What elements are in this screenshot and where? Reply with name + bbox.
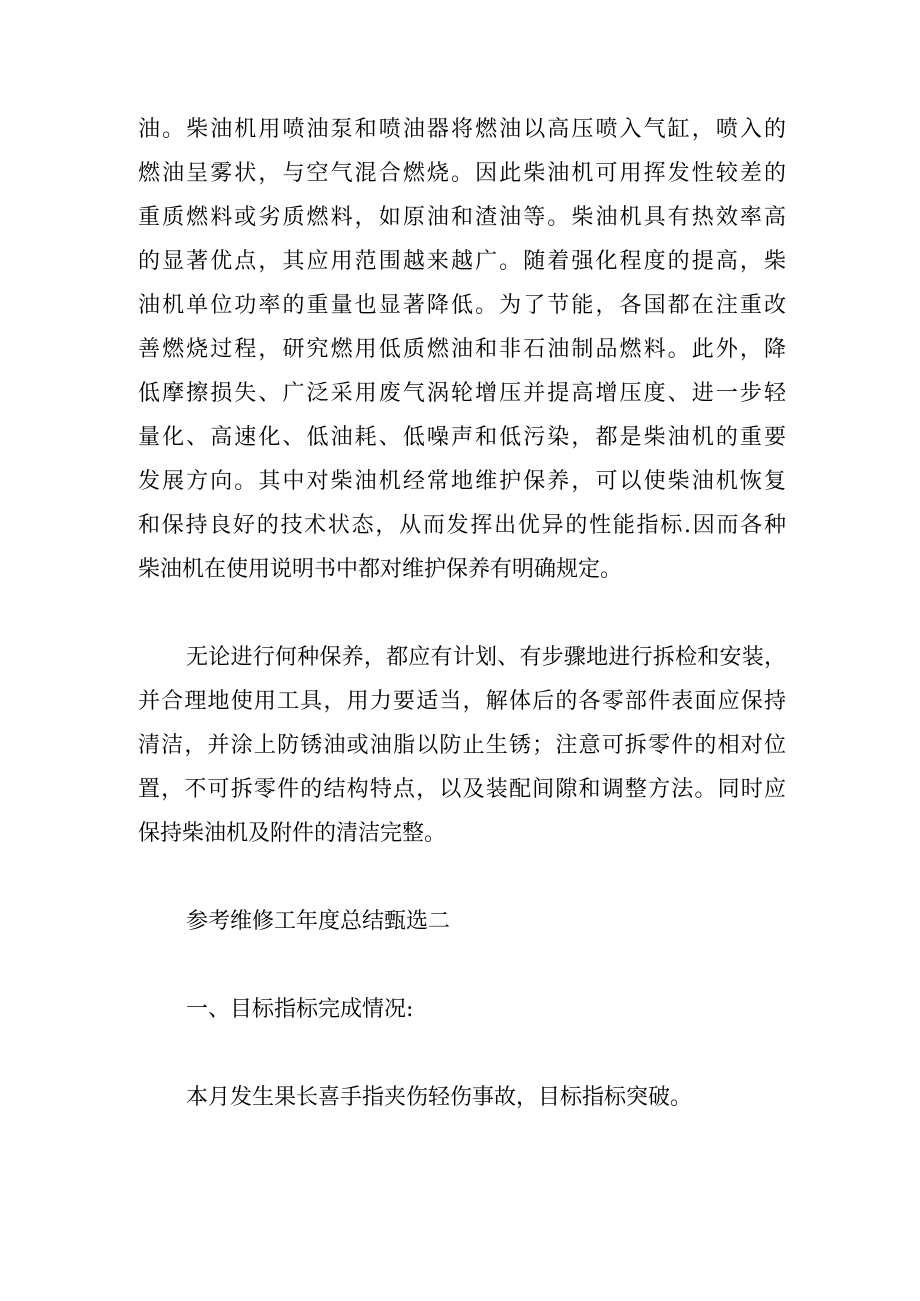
paragraph-gap: [138, 1032, 786, 1076]
paragraph-gap: [138, 856, 786, 900]
paragraph-line: 发展方向。其中对柴油机经常地维护保养，可以使柴油机恢复: [138, 469, 786, 494]
paragraph-line: 油。柴油机用喷油泵和喷油器将燃油以高压喷入气缸，喷入的: [138, 117, 786, 142]
document-heading: 参考维修工年度总结甄选二: [186, 909, 451, 934]
document-body: [138, 108, 786, 1120]
paragraph-line: 低摩擦损失、广泛采用废气涡轮增压并提高增压度、进一步轻: [138, 381, 786, 406]
paragraph-line: 无论进行何种保养，都应有计划、有步骤地进行拆检和安装，: [186, 645, 786, 670]
paragraph-line: 善燃烧过程，研究燃用低质燃油和非石油制品燃料。此外，降: [138, 337, 786, 362]
paragraph-line: 量化、高速化、低油耗、低噪声和低污染，都是柴油机的重要: [138, 425, 786, 450]
paragraph-line: 和保持良好的技术状态，从而发挥出优异的性能指标.因而各种: [138, 513, 786, 538]
paragraph-line: 并合理地使用工具，用力要适当，解体后的各零部件表面应保持: [138, 689, 786, 714]
paragraph-line: 燃油呈雾状，与空气混合燃烧。因此柴油机可用挥发性较差的: [138, 161, 786, 186]
paragraph-line: 置，不可拆零件的结构特点，以及装配间隙和调整方法。同时应: [138, 777, 786, 802]
paragraph-line: 的显著优点，其应用范围越来越广。随着强化程度的提高，柴: [138, 249, 786, 274]
paragraph-diesel-engine: [138, 108, 786, 592]
paragraph-line: 清洁，并涂上防锈油或油脂以防止生锈；注意可拆零件的相对位: [138, 733, 786, 758]
paragraph-line: 柴油机在使用说明书中都对维护保养有明确规定。: [138, 557, 623, 582]
paragraph-line: 保持柴油机及附件的清洁完整。: [138, 821, 447, 846]
paragraph-incident: 本月发生果长喜手指夹伤轻伤事故，目标指标突破。: [186, 1085, 693, 1110]
paragraph-line: 油机单位功率的重量也显著降低。为了节能，各国都在注重改: [138, 293, 786, 318]
paragraph-gap: [138, 592, 786, 636]
paragraph-gap: [138, 944, 786, 988]
paragraph-line: 重质燃料或劣质燃料，如原油和渣油等。柴油机具有热效率高: [138, 205, 786, 230]
section-heading: 一、目标指标完成情况:: [186, 997, 414, 1022]
paragraph-maintenance: [138, 636, 786, 856]
